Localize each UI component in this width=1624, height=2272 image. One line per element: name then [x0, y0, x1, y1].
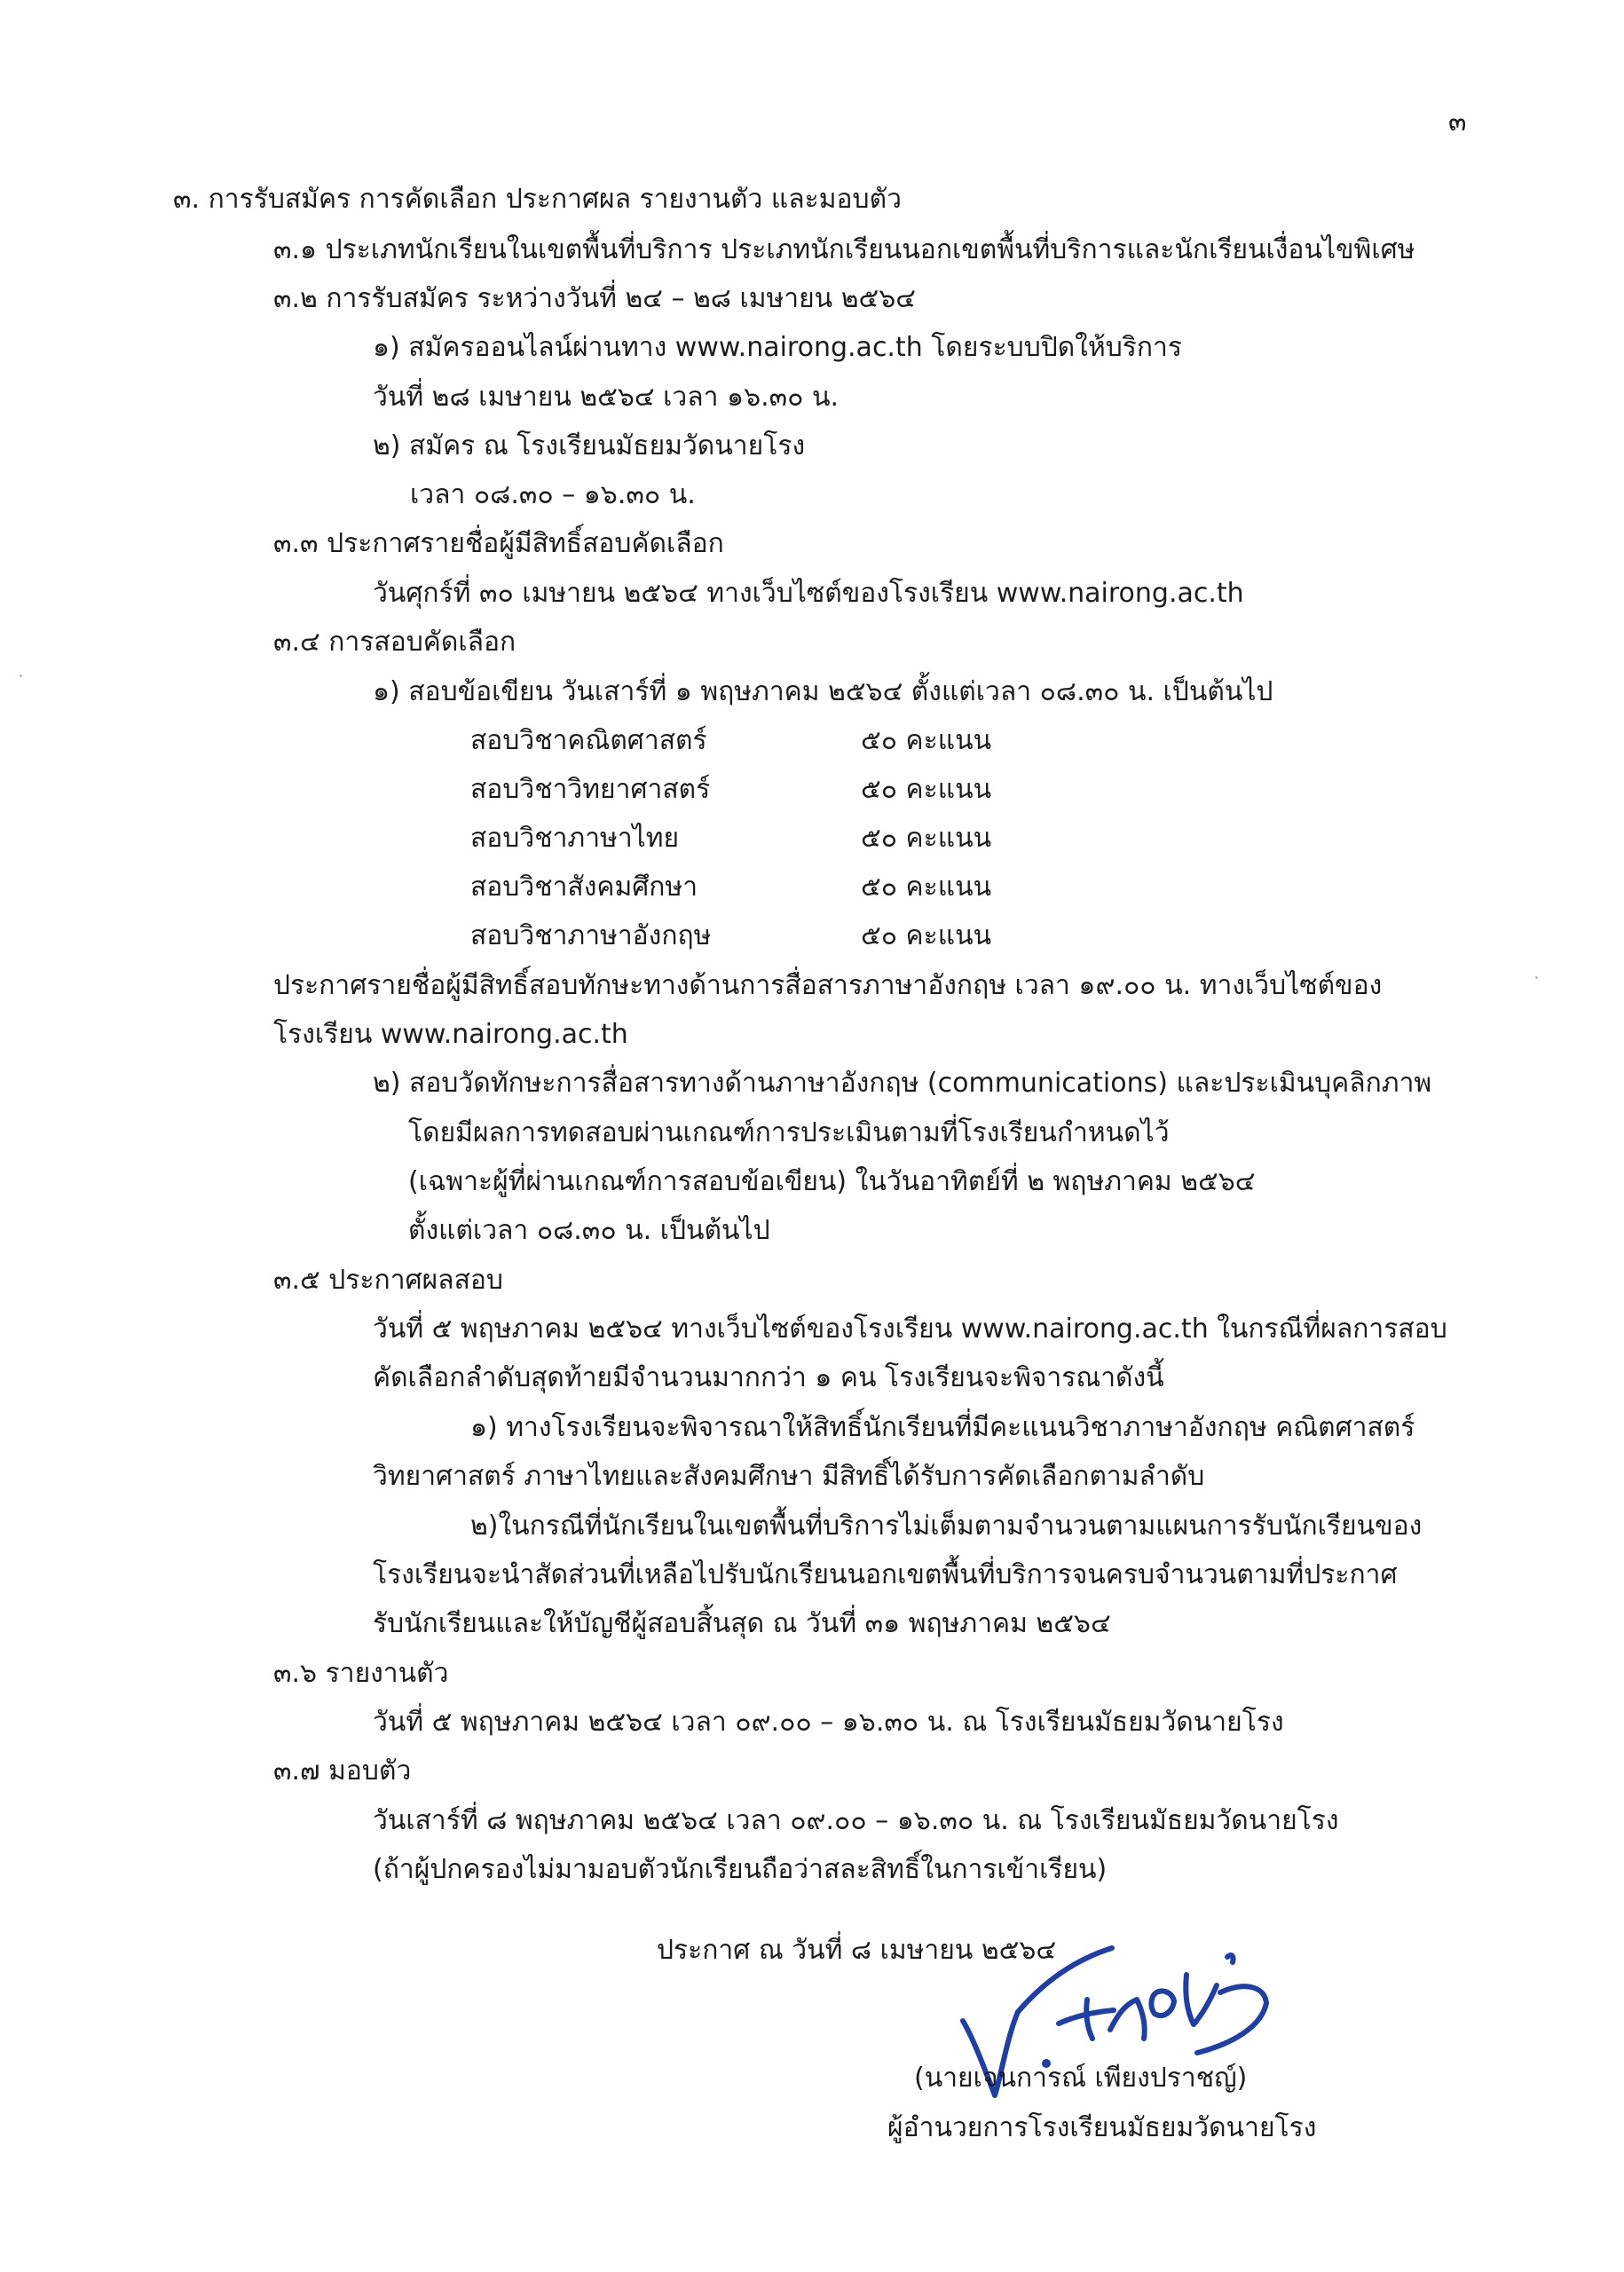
- section-3-5-title: ๓.๕ ประกาศผลสอบ: [273, 1265, 503, 1296]
- subject-score: ๕๐ คะแนน: [861, 920, 992, 951]
- subject-name: สอบวิชาสังคมศึกษา: [470, 872, 698, 903]
- section-3-4-item2-line3: (เฉพาะผู้ที่ผ่านเกณฑ์การสอบข้อเขียน) ในวันอาทิตย์ที่ ๒ พฤษภาคม ๒๕๖๔: [408, 1166, 1256, 1197]
- subject-name: สอบวิชาภาษาอังกฤษ: [470, 920, 712, 951]
- section-3-7-note: (ถ้าผู้ปกครองไม่มามอบตัวนักเรียนถือว่าสละสิทธิ์ในการเข้าเรียน): [373, 1854, 1108, 1885]
- section-3-4-title: ๓.๔ การสอบคัดเลือก: [273, 627, 516, 658]
- section-3-2-item2: ๒) สมัคร ณ โรงเรียนมัธยมวัดนายโรง: [373, 430, 806, 462]
- section-heading: ๓. การรับสมัคร การคัดเลือก ประกาศผล รายงานตัว และมอบตัว: [173, 184, 902, 215]
- signer-name: (นายเจนการณ์ เพียงปราชญ์): [914, 2063, 1248, 2094]
- section-3-2-title: ๓.๒ การรับสมัคร ระหว่างวันที่ ๒๔ – ๒๘ เมษายน ๒๕๖๔: [273, 283, 916, 314]
- section-3-1: ๓.๑ ประเภทนักเรียนในเขตพื้นที่บริการ ประเภทนักเรียนนอกเขตพื้นที่บริการและนักเรียนเงื่อนไขพิเศษ: [273, 234, 1415, 265]
- subject-score: ๕๐ คะแนน: [861, 872, 992, 903]
- section-3-4-announce: ประกาศรายชื่อผู้มีสิทธิ์สอบทักษะทางด้านการสื่อสารภาษาอังกฤษ เวลา ๑๙.๐๐ น. ทางเว็บไซต์ของ: [273, 970, 1383, 1001]
- section-3-6-title: ๓.๖ รายงานตัว: [273, 1658, 449, 1689]
- section-3-2-item1-date: วันที่ ๒๘ เมษายน ๒๕๖๔ เวลา ๑๖.๓๐ น.: [373, 382, 840, 413]
- section-3-3-body: วันศุกร์ที่ ๓๐ เมษายน ๒๕๖๔ ทางเว็บไซต์ของโรงเรียน www.nairong.ac.th: [373, 578, 1244, 609]
- subject-score: ๕๐ คะแนน: [861, 774, 992, 805]
- section-3-7-body: วันเสาร์ที่ ๘ พฤษภาคม ๒๕๖๔ เวลา ๐๙.๐๐ – ๑๖.๓๐ น. ณ โรงเรียนมัธยมวัดนายโรง: [373, 1805, 1339, 1836]
- section-3-6-body: วันที่ ๕ พฤษภาคม ๒๕๖๔ เวลา ๐๙.๐๐ – ๑๖.๓๐ น. ณ โรงเรียนมัธยมวัดนายโรง: [373, 1707, 1284, 1738]
- section-3-5-criteria1-cont: วิทยาศาสตร์ ภาษาไทยและสังคมศึกษา มีสิทธิ์ได้รับการคัดเลือกตามลำดับ: [373, 1461, 1205, 1492]
- section-3-5-criteria2-cont: โรงเรียนจะนำสัดส่วนที่เหลือไปรับนักเรียนนอกเขตพื้นที่บริการจนครบจำนวนตามที่ประกาศ: [373, 1559, 1398, 1590]
- section-3-4-item2-line2: โดยมีผลการทดสอบผ่านเกณฑ์การประเมินตามที่โรงเรียนกำหนดไว้: [408, 1117, 1170, 1148]
- section-3-2-item1: ๑) สมัครออนไลน์ผ่านทาง www.nairong.ac.th โดยระบบปิดให้บริการ: [373, 332, 1182, 363]
- section-3-5-criteria2-end: รับนักเรียนและให้บัญชีผู้สอบสิ้นสุด ณ วันที่ ๓๑ พฤษภาคม ๒๕๖๔: [373, 1608, 1111, 1639]
- scan-speck: [1535, 976, 1538, 979]
- announcement-date: ประกาศ ณ วันที่ ๘ เมษายน ๒๕๖๔: [657, 1935, 1057, 1966]
- section-3-5-criteria2: ๒)ในกรณีที่นักเรียนในเขตพื้นที่บริการไม่เต็มตามจำนวนตามแผนการรับนักเรียนของ: [470, 1511, 1423, 1542]
- subject-score: ๕๐ คะแนน: [861, 823, 992, 854]
- section-3-5-body-cont: คัดเลือกลำดับสุดท้ายมีจำนวนมากกว่า ๑ คน โรงเรียนจะพิจารณาดังนี้: [373, 1362, 1164, 1393]
- section-3-4-item2-line4: ตั้งแต่เวลา ๐๘.๓๐ น. เป็นต้นไป: [408, 1215, 770, 1246]
- subject-name: สอบวิชาภาษาไทย: [470, 823, 680, 854]
- page-number: ๓: [1448, 106, 1467, 138]
- section-3-2-item2-time: เวลา ๐๘.๓๐ – ๑๖.๓๐ น.: [410, 479, 696, 510]
- section-3-4-item1: ๑) สอบข้อเขียน วันเสาร์ที่ ๑ พฤษภาคม ๒๕๖๔ ตั้งแต่เวลา ๐๘.๓๐ น. เป็นต้นไป: [373, 676, 1273, 707]
- section-3-5-criteria1: ๑) ทางโรงเรียนจะพิจารณาให้สิทธิ์นักเรียนที่มีคะแนนวิชาภาษาอังกฤษ คณิตศาสตร์: [470, 1412, 1415, 1443]
- signer-title: ผู้อำนวยการโรงเรียนมัธยมวัดนายโรง: [887, 2112, 1317, 2143]
- section-3-3-title: ๓.๓ ประกาศรายชื่อผู้มีสิทธิ์สอบคัดเลือก: [273, 528, 724, 559]
- section-3-4-announce-cont: โรงเรียน www.nairong.ac.th: [273, 1019, 628, 1050]
- scan-speck: [20, 674, 22, 677]
- subject-name: สอบวิชาคณิตศาสตร์: [470, 725, 707, 756]
- subject-score: ๕๐ คะแนน: [861, 725, 992, 756]
- section-3-7-title: ๓.๗ มอบตัว: [273, 1755, 412, 1787]
- section-3-5-body: วันที่ ๕ พฤษภาคม ๒๕๖๔ ทางเว็บไซต์ของโรงเรียน www.nairong.ac.th ในกรณีที่ผลการสอบ: [373, 1314, 1447, 1345]
- section-3-4-item2: ๒) สอบวัดทักษะการสื่อสารทางด้านภาษาอังกฤษ (communications) และประเมินบุคลิกภาพ: [373, 1068, 1432, 1099]
- subject-name: สอบวิชาวิทยาศาสตร์: [470, 774, 711, 805]
